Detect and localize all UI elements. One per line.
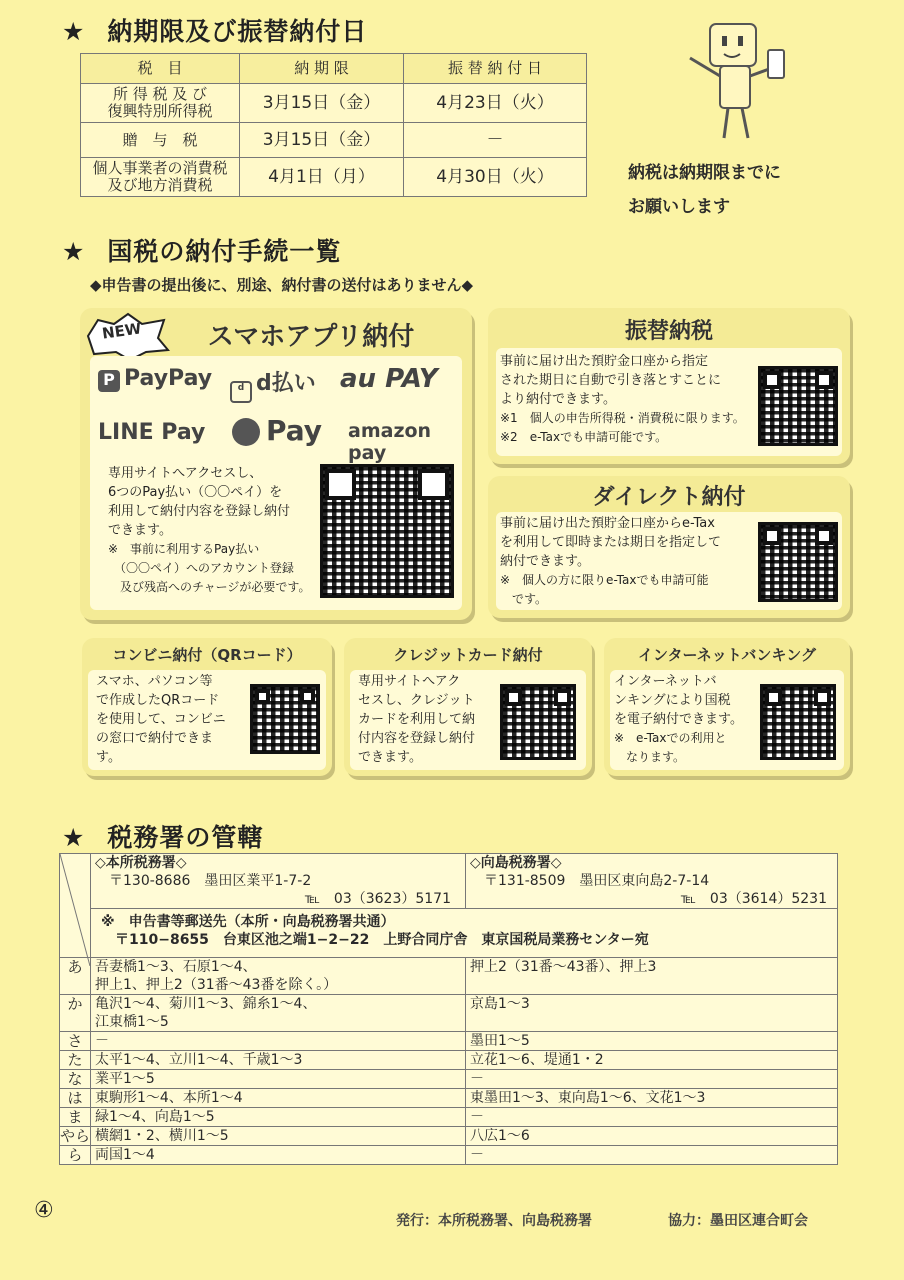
brand-linepay: LINE Pay (98, 420, 206, 445)
corner-cell (60, 854, 91, 958)
panel-convenience (82, 638, 332, 776)
new-badge-text: NEW (100, 319, 143, 343)
panel-internet-banking (604, 638, 850, 776)
due-date-table (80, 53, 587, 197)
smartphone-qr-code[interactable] (320, 464, 454, 598)
credit-qr-code[interactable] (500, 684, 576, 760)
transfer-text: 事前に届け出た預貯金口座から指定 された期日に自動で引き落とすことに より納付できます。 ※1 個人の申告所得税・消費税に限ります。 ※2 e-Taxでも申請可能です。 (500, 354, 745, 444)
brand-dbarai: d d払い (230, 366, 316, 403)
section-title-jurisdiction: ★ 税務署の管轄 (62, 823, 264, 852)
panel-smartphone-app (80, 308, 472, 620)
page-number: ④ (34, 1198, 54, 1223)
table-row: やら 横網1・2、横川1～5 八広1～6 (60, 1127, 838, 1146)
mail-address: ※ 申告書等郵送先（本所・向島税務署共通） 〒110−8655 台東区池之端1−2−22 上野合同庁舎 東京国税局業務センター宛 (91, 909, 838, 958)
brand-merpay: Pay (232, 414, 322, 447)
table-row: あ 吾妻橋1～3、石原1～4、 押上1、押上2（31番～43番を除く。） 押上2（31番～43番）、押上3 (60, 958, 838, 995)
convenience-text: スマホ、パソコン等 で作成したQRコード を使用して、コンビニ の窓口で納付できま す。 (96, 674, 226, 765)
header-transfer: 振 替 納 付 日 (404, 54, 587, 84)
brand-aupay: au PAY (340, 364, 438, 394)
mukojima-office: ◇向島税務署◇ 〒131-8509 墨田区東向島2-7-14 ℡ 03（3614）5231 (466, 854, 838, 909)
transfer-qr-code[interactable] (758, 366, 838, 446)
smartphone-text: 専用サイトへアクセスし、 6つのPay払い（〇〇ペイ）を 利用して納付内容を登録し納付 できます。 ※ 事前に利用するPay払い （〇〇ペイ）へのアカウント登録 及び残高へのチャージが必要です。 (108, 466, 311, 594)
diagonal-line (60, 854, 90, 966)
table-row: 個人事業者の消費税 及び地方消費税 4月1日（月） 4月30日（火） (81, 158, 587, 197)
table-row: ら 両国1～4 － (60, 1146, 838, 1165)
table-row: さ － 墨田1～5 (60, 1032, 838, 1051)
panel-credit (344, 638, 592, 776)
internet-text: インターネットバ ンキングにより国税 を電子納付できます。 ※ e-Taxでの利用と なります。 (614, 674, 743, 764)
publisher: 発行：本所税務署、向島税務署 (396, 1213, 592, 1229)
internet-title: インターネットバンキング (638, 646, 816, 664)
table-row: 所 得 税 及 び 復興特別所得税 3月15日（金） 4月23日（火） (81, 84, 587, 123)
table-row: 贈 与 税 3月15日（金） － (81, 123, 587, 158)
convenience-title: コンビニ納付（QRコード） (112, 646, 302, 664)
jurisdiction-table (59, 853, 838, 1165)
table-row: ま 緑1～4、向島1～5 － (60, 1108, 838, 1127)
table-row: か 亀沢1～4、菊川1～3、錦糸1～4、 江東橋1～5 京島1～3 (60, 995, 838, 1032)
direct-title: ダイレクト納付 (592, 485, 746, 510)
mascot-illustration (676, 18, 806, 143)
credit-text: 専用サイトへアク セスし、クレジット カードを利用して納 付内容を登録し納付 できます。 (358, 674, 476, 765)
internet-qr-code[interactable] (760, 684, 836, 760)
panel-transfer (488, 308, 850, 464)
payment-subtitle: ◆申告書の提出後に、別途、納付書の送付はありません◆ (90, 276, 474, 294)
table-row: な 業平1～5 － (60, 1070, 838, 1089)
brand-amazonpay: amazon pay (348, 420, 432, 464)
table-row: た 太平1～4、立川1～4、千歳1～3 立花1～6、堤通1・2 (60, 1051, 838, 1070)
convenience-qr-code[interactable] (250, 684, 320, 754)
header-due: 納 期 限 (240, 54, 404, 84)
header-tax: 税 目 (81, 54, 240, 84)
direct-qr-code[interactable] (758, 522, 838, 602)
cooperation: 協力：墨田区連合町会 (668, 1213, 808, 1229)
honjo-office: ◇本所税務署◇ 〒130-8686 墨田区業平1-7-2 ℡ 03（3623）5171 (91, 854, 466, 909)
panel-direct (488, 476, 850, 618)
section-title-due-dates: ★ 納期限及び振替納付日 (62, 17, 368, 46)
smartphone-title: スマホアプリ納付 (207, 322, 415, 352)
merpay-icon (232, 418, 260, 446)
credit-title: クレジットカード納付 (393, 646, 543, 664)
direct-text: 事前に届け出た預貯金口座からe-Tax を利用して即時または期日を指定して 納付できます。 ※ 個人の方に限りe-Taxでも申請可能 です。 (500, 516, 722, 606)
transfer-title: 振替納税 (624, 319, 713, 344)
mascot-message: 納税は納期限までに お願いします (628, 163, 781, 217)
section-title-payment-methods: ★ 国税の納付手続一覧 (62, 237, 342, 266)
brand-paypay: P PayPay (98, 366, 212, 392)
table-row: は 東駒形1～4、本所1～4 東墨田1～3、東向島1～6、文花1～3 (60, 1089, 838, 1108)
